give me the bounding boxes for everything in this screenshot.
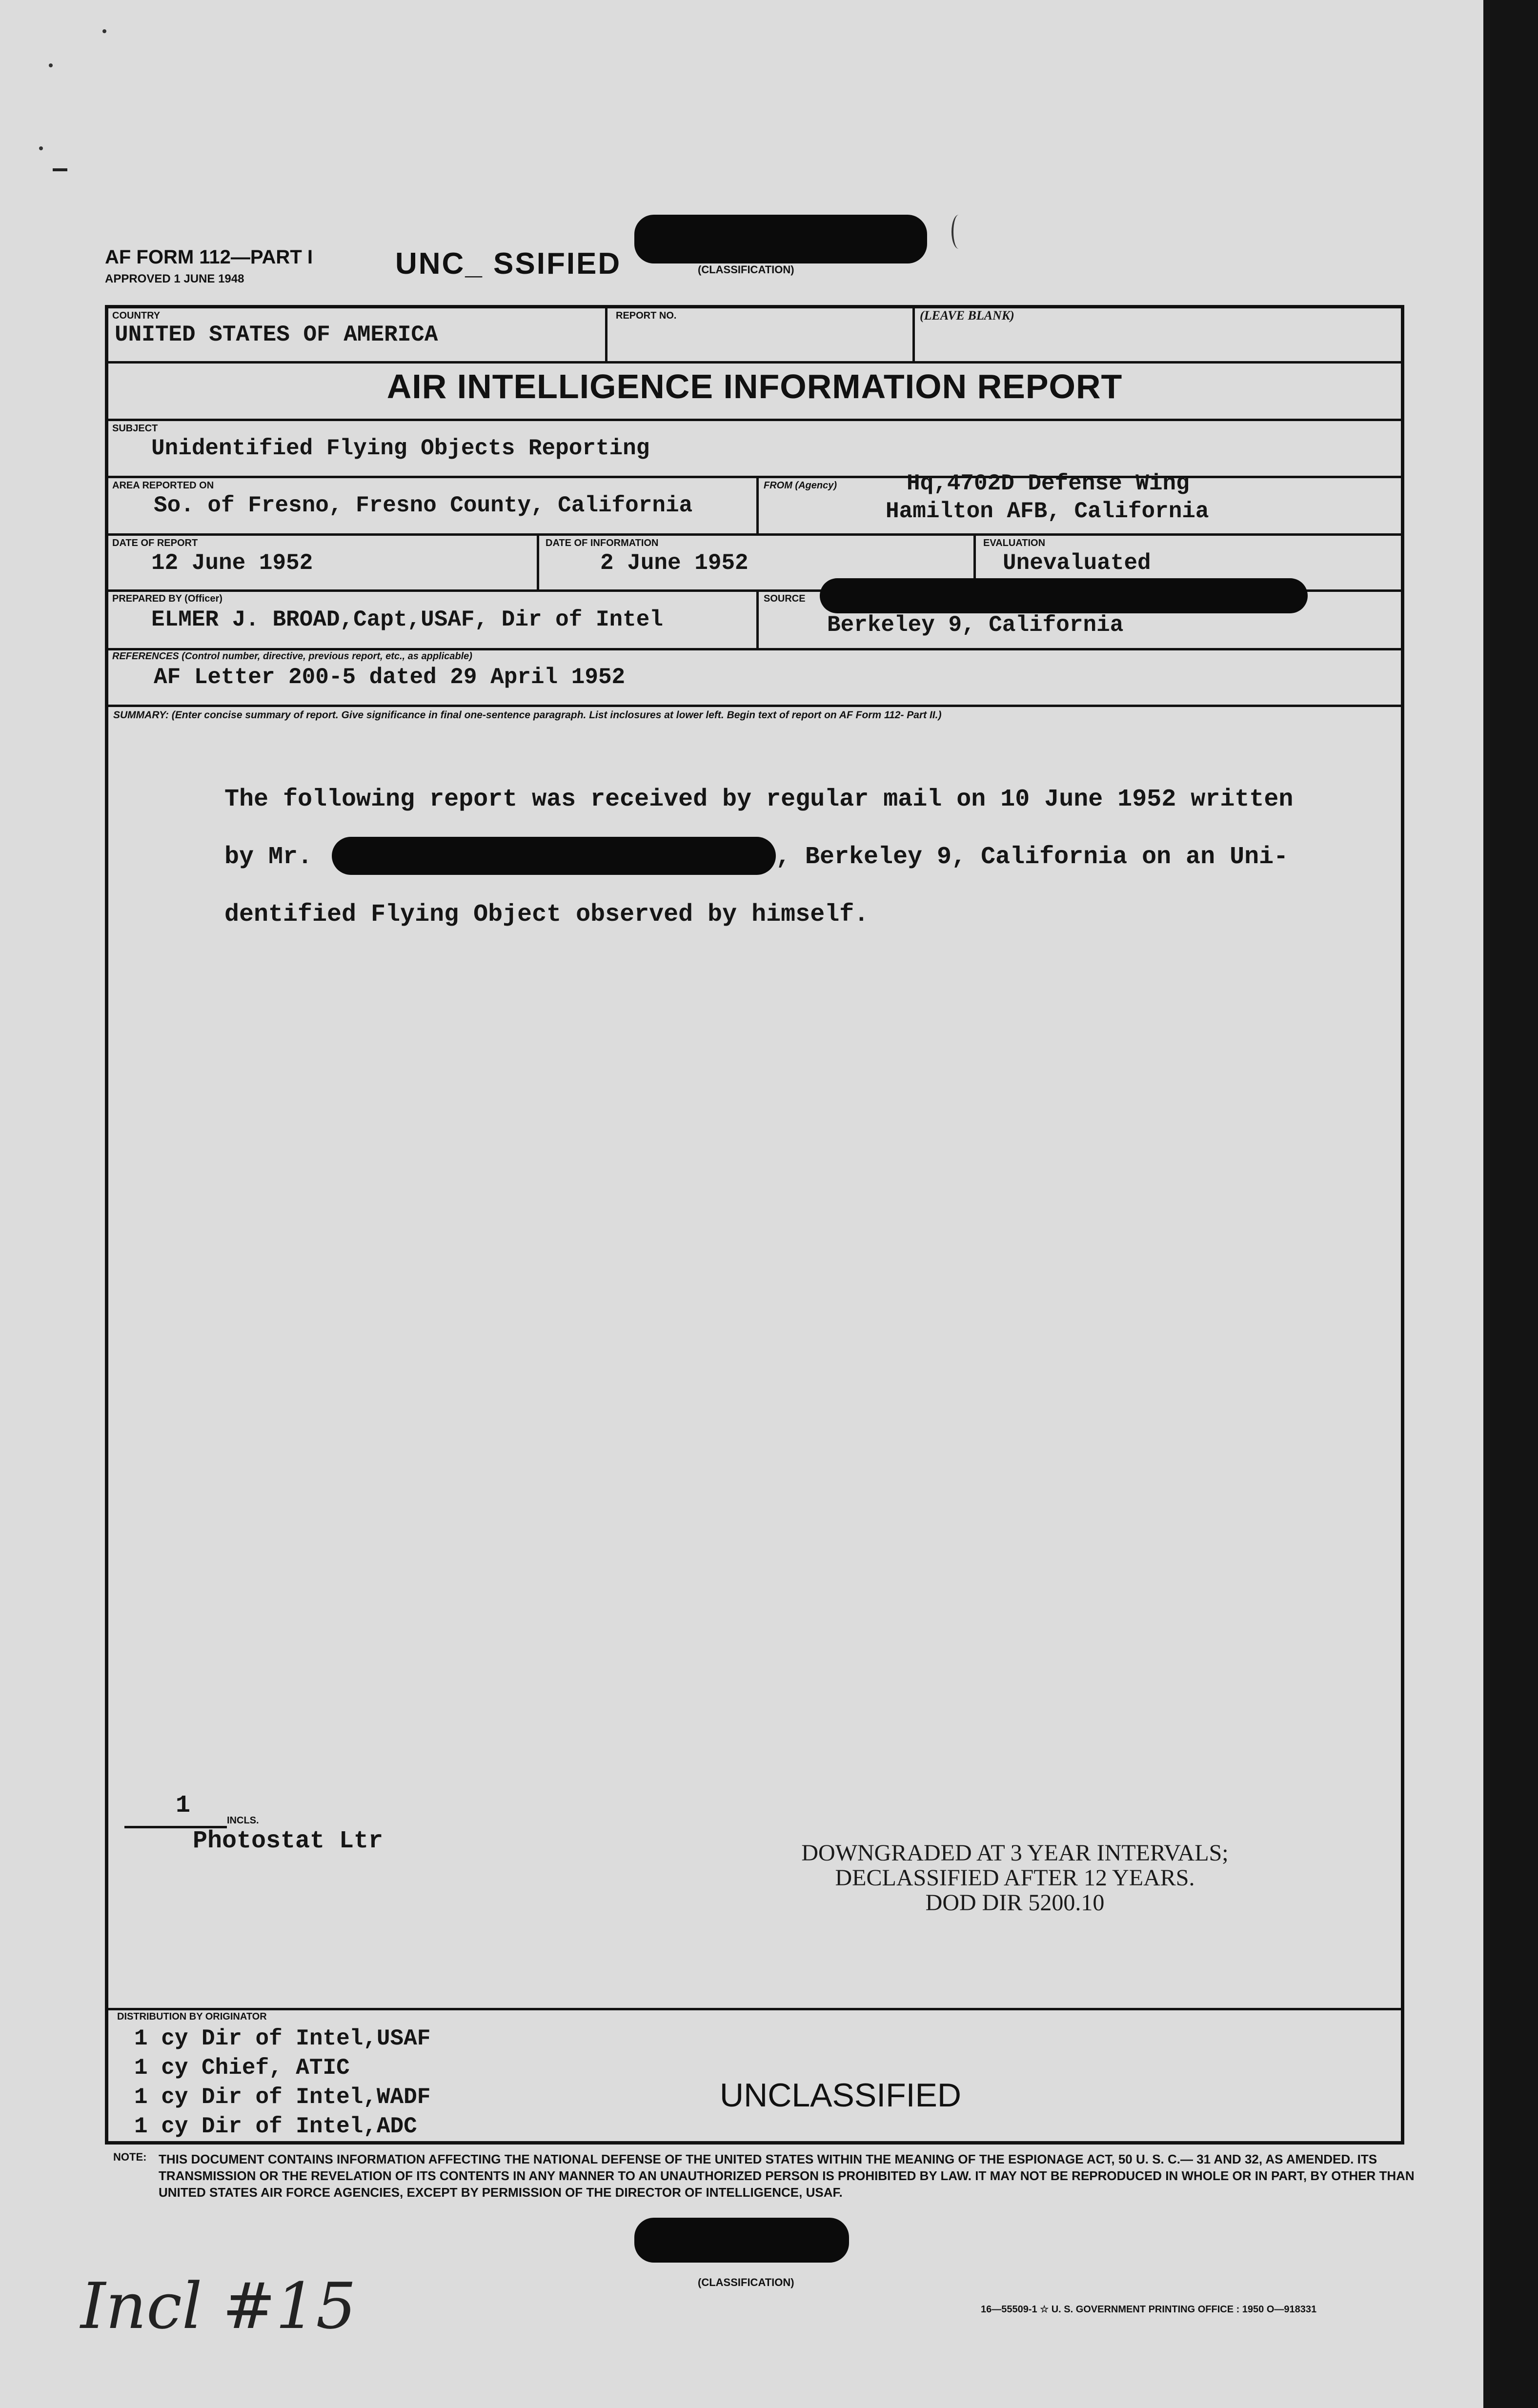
evaluation-label: EVALUATION bbox=[983, 538, 1046, 548]
distribution-label: DISTRIBUTION BY ORIGINATOR bbox=[117, 2011, 267, 2022]
area-label: AREA REPORTED ON bbox=[112, 480, 214, 491]
scan-speck bbox=[102, 29, 106, 33]
body-line-2-suffix: , Berkeley 9, California on an Uni- bbox=[776, 843, 1289, 871]
form-id: AF FORM 112—PART I bbox=[105, 246, 313, 268]
downgrade-stamp bbox=[722, 1840, 1308, 1916]
date-of-report-value: 12 June 1952 bbox=[151, 550, 313, 576]
subject-value: Unidentified Flying Objects Reporting bbox=[151, 436, 650, 461]
leave-blank-label: (LEAVE BLANK) bbox=[920, 308, 1014, 323]
inclosure-label: INCLS. bbox=[227, 1815, 259, 1826]
distribution-item: 1 cy Dir of Intel,WADF bbox=[134, 2084, 431, 2110]
classification-top: UNC_ SSIFIED bbox=[395, 247, 622, 281]
scan-speck bbox=[39, 146, 43, 150]
redaction-bottom-classification bbox=[634, 2218, 849, 2263]
distribution-item: 1 cy Dir of Intel,USAF bbox=[134, 2026, 431, 2051]
handwritten-note: Incl #15 bbox=[81, 2269, 357, 2343]
classification-caption-bottom: (CLASSIFICATION) bbox=[698, 2276, 794, 2288]
scan-edge bbox=[1483, 0, 1538, 2408]
references-label: REFERENCES (Control number, directive, previous report, etc., as applicable) bbox=[112, 651, 472, 662]
date-of-information-label: DATE OF INFORMATION bbox=[546, 538, 659, 548]
country-value: UNITED STATES OF AMERICA bbox=[115, 322, 438, 347]
classification-caption-top: (CLASSIFICATION) bbox=[698, 263, 794, 276]
report-title: AIR INTELLIGENCE INFORMATION REPORT bbox=[386, 367, 1123, 405]
inclosure-count: 1 bbox=[176, 1792, 191, 1820]
classification-stamp-bottom: UNCLASSIFIED bbox=[720, 2077, 961, 2114]
downgrade-line-3: DOD DIR 5200.10 bbox=[925, 1890, 1105, 1916]
from-line2: Hamilton AFB, California bbox=[886, 499, 1209, 524]
distribution-item: 1 cy Chief, ATIC bbox=[134, 2055, 350, 2081]
downgrade-line-1: DOWNGRADED AT 3 YEAR INTERVALS; bbox=[801, 1840, 1229, 1866]
redaction-top-classification bbox=[634, 215, 927, 263]
from-line1: Hq,4702D Defense Wing bbox=[907, 471, 1190, 496]
summary-label: SUMMARY: (Enter concise summary of report. Give significance in final one-sentence paragraph. List inclosures at lower left. Begin text of report on AF Form 112- Part II.) bbox=[113, 709, 942, 721]
note-label: NOTE: bbox=[113, 2151, 147, 2163]
body-line-1: The following report was received by regular mail on 10 June 1952 written bbox=[224, 786, 1294, 813]
scan-speck bbox=[49, 63, 53, 67]
date-of-report-label: DATE OF REPORT bbox=[112, 538, 198, 548]
references-value: AF Letter 200-5 dated 29 April 1952 bbox=[154, 665, 626, 690]
source-label: SOURCE bbox=[764, 593, 806, 604]
source-value: Berkeley 9, California bbox=[827, 612, 1124, 638]
report-no-label: REPORT NO. bbox=[616, 310, 677, 321]
redaction-source bbox=[820, 578, 1308, 613]
country-label: COUNTRY bbox=[112, 310, 161, 321]
hole-punch-mark bbox=[951, 215, 966, 249]
note-text: THIS DOCUMENT CONTAINS INFORMATION AFFECTING THE NATIONAL DEFENSE OF THE UNITED STATES WITHIN THE MEANING OF THE ESPIONAGE ACT, 50 U. S. C.— 31 AND 32, AS AMENDED. ITS TRANSMISSION OR THE REVELATION OF ITS CONTENTS IN ANY MANNER TO AN UNAUTHORIZED PERSON IS PROHIBITED BY LAW. IT MAY NOT BE REPRODUCED IN WHOLE OR IN PART, BY OTHER THAN UNITED STATES AIR FORCE AGENCIES, EXCEPT BY PERMISSION OF THE DIRECTOR OF INTELLIGENCE, USAF. bbox=[159, 2152, 1415, 2200]
date-of-information-value: 2 June 1952 bbox=[600, 550, 749, 576]
area-value: So. of Fresno, Fresno County, California bbox=[154, 493, 693, 518]
body-line-3: dentified Flying Object observed by himself. bbox=[224, 901, 869, 929]
printing-line: 16—55509-1 ☆ U. S. GOVERNMENT PRINTING OFFICE : 1950 O—918331 bbox=[981, 2304, 1317, 2315]
evaluation-value: Unevaluated bbox=[1003, 550, 1151, 576]
body-line-2-prefix: by Mr. bbox=[224, 843, 313, 871]
form-approved: APPROVED 1 JUNE 1948 bbox=[105, 272, 244, 285]
prepared-by-label: PREPARED BY (Officer) bbox=[112, 593, 223, 604]
redaction-name bbox=[332, 837, 776, 875]
subject-label: SUBJECT bbox=[112, 423, 158, 434]
inclosure-item: Photostat Ltr bbox=[193, 1827, 384, 1855]
from-label: FROM (Agency) bbox=[764, 480, 837, 491]
distribution-item: 1 cy Dir of Intel,ADC bbox=[134, 2114, 417, 2139]
prepared-by-value: ELMER J. BROAD,Capt,USAF, Dir of Intel bbox=[151, 607, 663, 632]
scan-mark bbox=[53, 168, 67, 171]
distribution-list bbox=[134, 2024, 430, 2141]
downgrade-line-2: DECLASSIFIED AFTER 12 YEARS. bbox=[835, 1865, 1195, 1891]
